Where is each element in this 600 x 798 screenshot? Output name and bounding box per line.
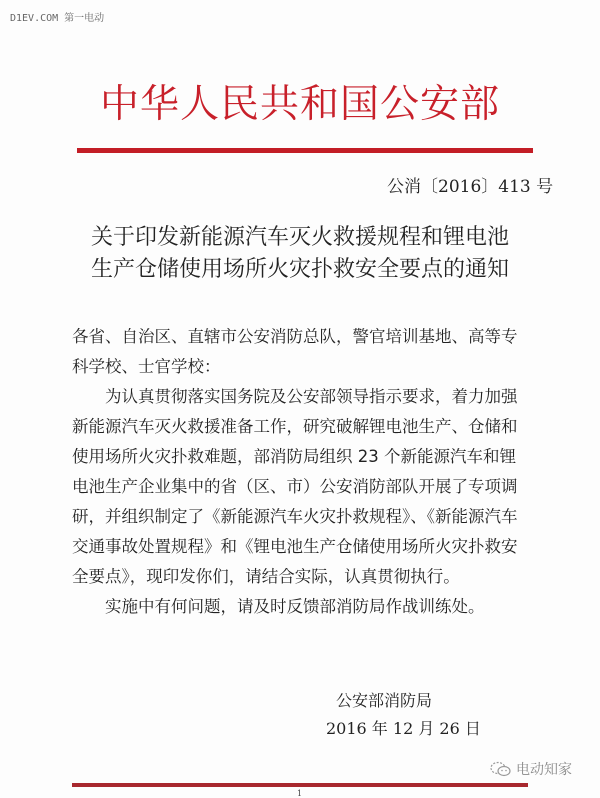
document-title [0, 222, 600, 286]
site-watermark: D1EV.COM 第一电动 [10, 13, 105, 24]
issuing-authority-title: 中华人民共和国公安部 [99, 82, 500, 127]
signer: 公安部消防局 [336, 691, 433, 710]
page-number: 1 [297, 789, 303, 798]
body-paragraph: 实施中有何问题，请及时反馈部消防局作战训练处。 [105, 597, 485, 616]
footer-red-rule [72, 783, 528, 787]
body-paragraph: 为认真贯彻落实国务院及公安部领导指示要求，着力加强新能源汽车灭火救援准备工作，研究破解锂电池生产、仓储和使用场所火灾扑救难题，部消防局组织 23 个新能源汽车和锂电池生产企业集中的省（区、市）公安消防部队开展了专项调研，并组织制定了《新能源汽车火灾扑救规程》、《新能源汽车交通事故处置规程》和《锂电池生产仓储使用场所火灾扑救安全要点》，现印发你们，请结合实际，认真贯彻执行。 [72, 387, 518, 586]
addressee: 各省、自治区、直辖市公安消防总队，警官培训基地、高等专科学校、士官学校： [72, 327, 518, 376]
wechat-icon [490, 761, 512, 777]
signature-date: 2016 年 12 月 26 日 [326, 719, 481, 738]
wechat-account-name: 电动知家 [516, 762, 572, 778]
header-red-rule [77, 148, 533, 153]
document-number: 公消〔2016〕413 号 [387, 177, 554, 197]
document-body [72, 322, 532, 622]
wechat-watermark [490, 759, 572, 779]
document-title-line-2: 生产仓储使用场所火灾扑救安全要点的通知 [90, 257, 509, 282]
document-title-line-1: 关于印发新能源汽车灭火救援规程和锂电池 [90, 225, 509, 250]
